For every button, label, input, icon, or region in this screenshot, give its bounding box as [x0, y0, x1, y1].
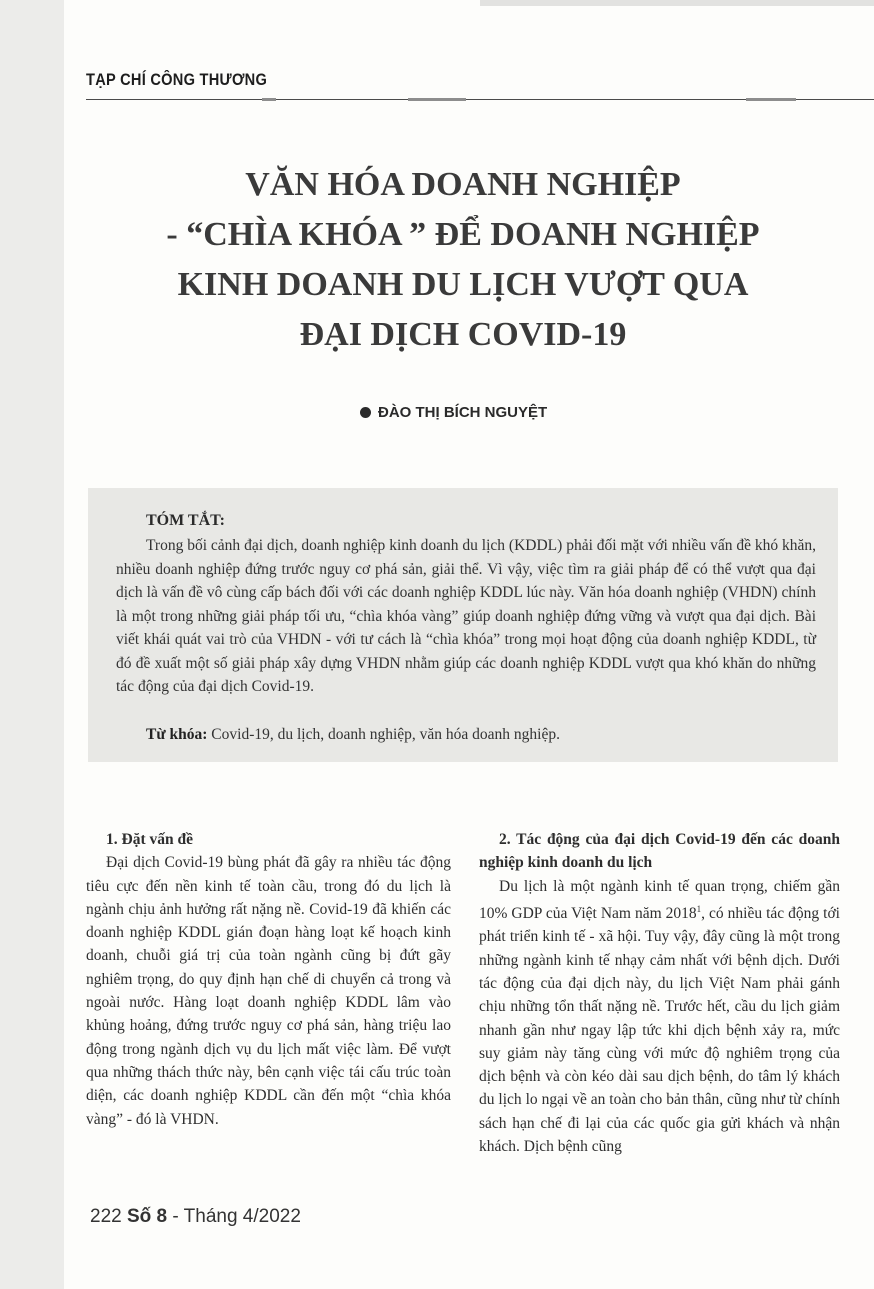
page-footer — [90, 1206, 301, 1228]
header-rule-mark — [408, 98, 466, 101]
header-rule-mark — [262, 98, 276, 101]
title-line: KINH DOANH DU LỊCH VƯỢT QUA — [177, 266, 749, 303]
page-margin-strip — [0, 0, 64, 1289]
section-2-body — [479, 875, 840, 1159]
footnote-marker: 1 — [696, 903, 702, 914]
section-2-text-cont: , có nhiều tác động tới phát triển kinh tế - xã hội. Tuy vậy, đây cũng là một trong những ngành kinh tế nhạy cảm nhất với bệnh dịch. Dưới tác động của đại dịch này, du lịch Việt Nam phải gánh chịu những tổn thất nặng nề. Trước hết, cầu du lịch giảm nhanh gần như ngay lập tức khi dịch bệnh xảy ra, mức suy giảm này tăng cùng với mức độ nghiêm trọng của dịch bệnh và còn kéo dài sau dịch bệnh, do tâm lý khách du lịch lo ngại về an toàn cho bản thân, cũng như từ chính sách hạn chế đi lại của các quốc gia gửi khách và nhận khách. Dịch bệnh cũng — [479, 905, 840, 1156]
section-2-heading: 2. Tác động của đại dịch Covid-19 đến các doanh nghiệp kinh doanh du lịch — [479, 831, 840, 872]
keywords-label: Từ khóa: — [146, 726, 208, 743]
title-line: - “CHÌA KHÓA ” ĐỂ DOANH NGHIỆP — [166, 216, 760, 253]
issue-number: Số 8 — [126, 1206, 168, 1227]
abstract-heading: TÓM TẮT: — [146, 512, 225, 529]
keywords-text: Covid-19, du lịch, doanh nghiệp, văn hóa doanh nghiệp. — [207, 726, 560, 743]
running-header — [86, 70, 874, 90]
right-column — [479, 828, 840, 1158]
header-rule-mark — [746, 98, 796, 101]
keywords-line — [146, 726, 560, 744]
title-line: ĐẠI DỊCH COVID-19 — [299, 316, 627, 353]
author-line — [360, 404, 547, 421]
page-number: 222 — [90, 1206, 122, 1227]
issue-date: - Tháng 4/2022 — [167, 1206, 301, 1227]
section-2-text: Du lịch là một ngành kinh tế quan trọng, chiếm gần 10% GDP của Việt Nam năm 2018 — [479, 877, 840, 923]
left-column — [86, 828, 451, 1131]
title-line: VĂN HÓA DOANH NGHIỆP — [245, 166, 681, 203]
abstract-body: Trong bối cảnh đại dịch, doanh nghiệp kinh doanh du lịch (KDDL) phải đối mặt với nhiều vấn đề khó khăn, nhiều doanh nghiệp đứng trước nguy cơ phá sản, giải thể. Vì vậy, việc tìm ra giải pháp để có thể vượt qua đại dịch là vấn đề vô cùng cấp bách đối với các doanh nghiệp KDDL lúc này. Văn hóa doanh nghiệp (VHDN) chính là một trong những giải pháp tối ưu, “chìa khóa vàng” giúp doanh nghiệp đứng vững và vượt qua đại dịch. Bài viết khái quát vai trò của VHDN - với tư cách là “chìa khóa” trong mọi hoạt động của doanh nghiệp KDDL, từ đó đề xuất một số giải pháp xây dựng VHDN nhằm giúp các doanh nghiệp KDDL vượt qua khó khăn do những tác động của đại dịch Covid-19. — [116, 537, 816, 695]
section-1-heading: 1. Đặt vấn đề — [106, 831, 193, 848]
section-1-body: Đại dịch Covid-19 bùng phát đã gây ra nhiều tác động tiêu cực đến nền kinh tế toàn cầu, trong đó du lịch là ngành chịu ảnh hưởng rất nặng nề. Covid-19 đã khiến các doanh nghiệp KDDL gián đoạn hàng loạt kế hoạch kinh doanh, chuỗi giá trị của toàn ngành cũng bị đứt gãy nghiêm trọng, do quy định hạn chế di chuyển cả trong và ngoài nước. Hàng loạt doanh nghiệp KDDL lâm vào khủng hoảng, đứng trước nguy cơ phá sản, hàng triệu lao động trong ngành dịch vụ du lịch mất việc làm. Để vượt qua những thách thức này, bên cạnh việc tái cấu trúc toàn diện, các doanh nghiệp KDDL cần đến một “chìa khóa vàng” - đó là VHDN. — [86, 854, 451, 1128]
author-name: ĐÀO THỊ BÍCH NGUYỆT — [378, 404, 548, 421]
bullet-icon — [360, 407, 371, 418]
abstract-box — [88, 488, 838, 762]
journal-name: TẠP CHÍ CÔNG THƯƠNG — [86, 70, 268, 89]
article-title — [100, 160, 826, 360]
scan-shadow — [480, 0, 874, 6]
